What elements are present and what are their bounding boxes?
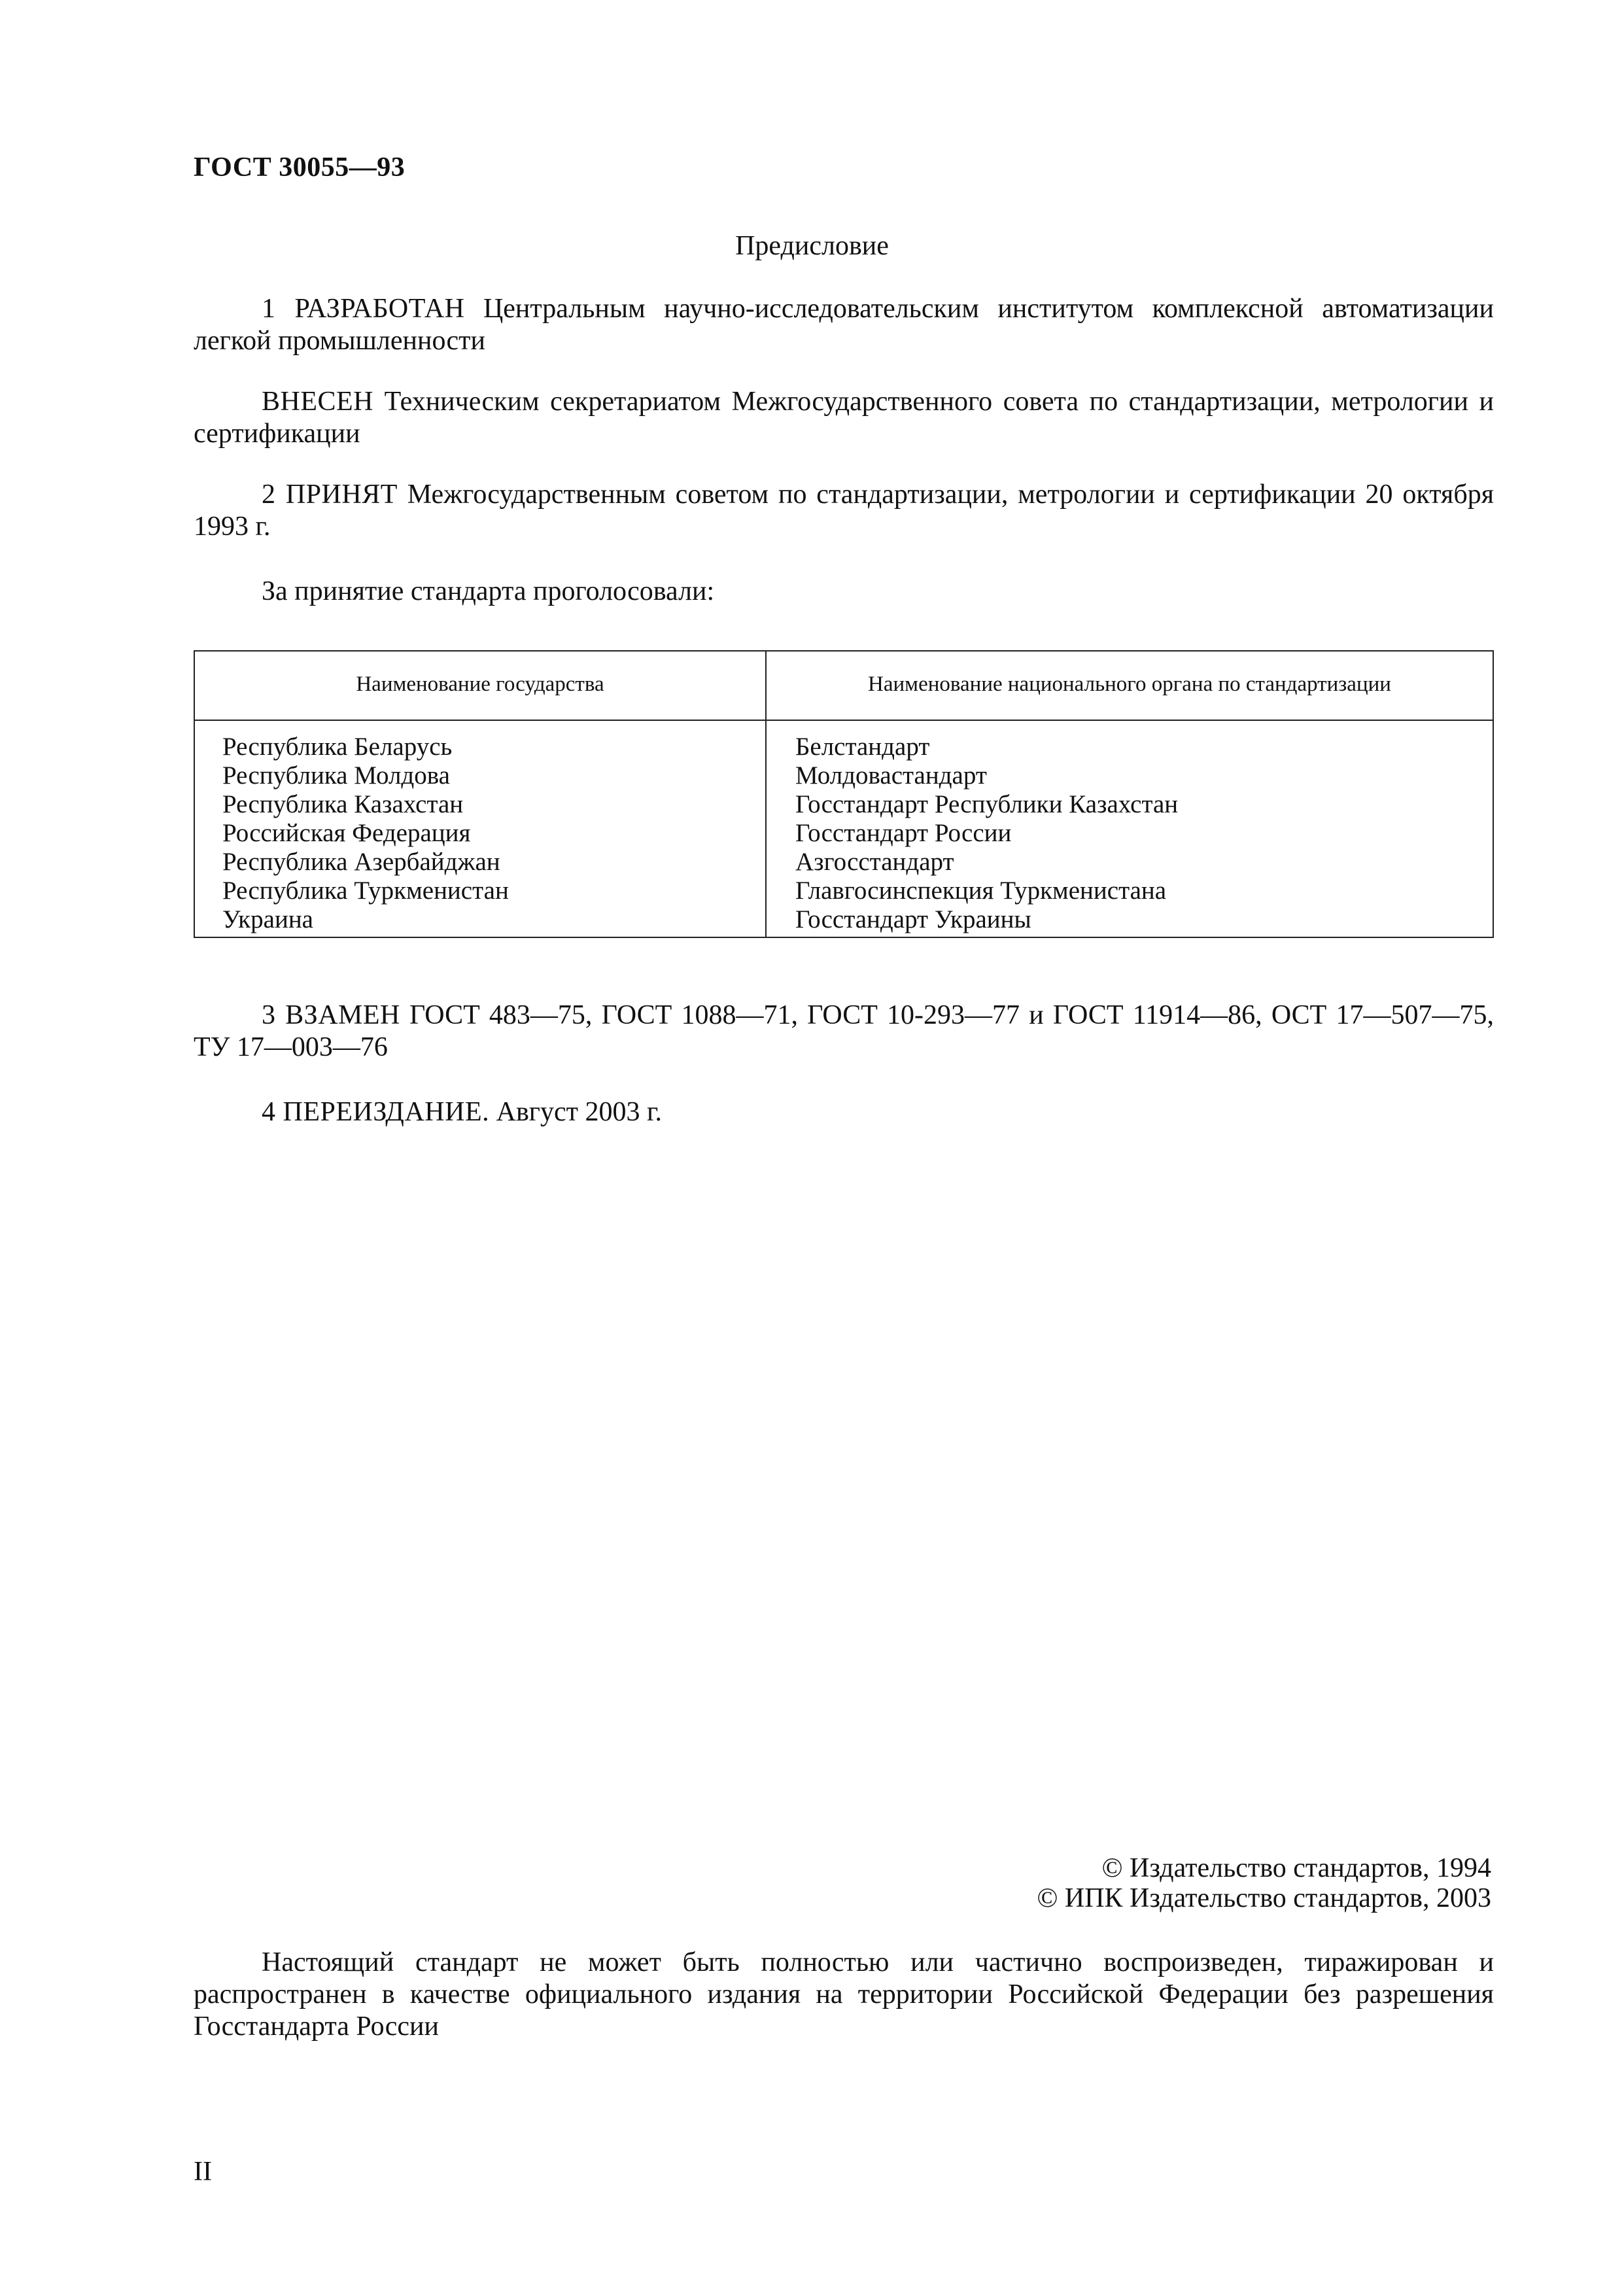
table-cell-state: Украина [222,905,313,933]
voted-intro-text: За принятие стандарта проголосовали: [262,576,715,606]
item-3-text: ГОСТ 483—75, ГОСТ 1088—71, ГОСТ 10-293—77 и ГОСТ 11914—86, ОСТ 17—507—75, ТУ 17—003—76 [194,1000,1494,1062]
standard-code-header: ГОСТ 30055—93 [194,152,406,183]
item-1-introduced [194,386,1494,450]
introduced-text: Техническим секретариатом Межгосударственного совета по стандартизации, метрологии и сертификации [194,387,1494,449]
item-4-lead: 4 ПЕРЕИЗДАНИЕ. [262,1097,490,1127]
table-column-states [222,733,509,934]
item-2-text: Межгосударственным советом по стандартизации, метрологии и сертификации 20 октября 1993 г. [194,479,1494,542]
preface-title: Предисловие [735,231,889,261]
copyright-1994: © Издательство стандартов, 1994 [1101,1853,1491,1883]
table-header-divider [195,720,1493,721]
table-cell-body: Белстандарт [795,733,930,761]
item-1-developed [194,293,1494,357]
page-number: II [194,2157,212,2187]
table-cell-state: Республика Казахстан [222,790,464,818]
item-1-lead: 1 РАЗРАБОТАН [262,294,465,324]
table-cell-body: Госстандарт Республики Казахстан [795,790,1179,818]
table-header-standards-body: Наименование национального органа по стандартизации [868,672,1391,696]
item-1-text: Центральным научно-исследовательским институтом комплексной автоматизации легкой промышленности [194,294,1494,356]
item-3-replaced [194,1000,1494,1064]
item-4-text: Август 2003 г. [496,1097,662,1127]
reproduction-notice [194,1947,1494,2043]
votes-table [194,650,1494,938]
table-cell-state: Республика Туркменистан [222,877,509,905]
table-cell-body: Госстандарт России [795,819,1012,847]
table-cell-body: Азгосстандарт [795,848,954,876]
table-cell-state: Республика Беларусь [222,733,453,761]
table-cell-body: Главгосинспекция Туркменистана [795,877,1167,905]
item-3-lead: 3 ВЗАМЕН [262,1000,400,1030]
voted-intro [194,576,1494,608]
item-2-adopted [194,479,1494,543]
table-cell-state: Российская Федерация [222,819,471,847]
table-header-state: Наименование государства [356,672,604,696]
reproduction-notice-text: Настоящий стандарт не может быть полностью или частично воспроизведен, тиражирован и распространен в качестве официального издания на территории Российской Федерации без разрешения Госстандарта России [194,1947,1494,2042]
copyright-2003: © ИПК Издательство стандартов, 2003 [1037,1883,1491,1913]
table-cell-body: Госстандарт Украины [795,905,1031,933]
table-cell-body: Молдовастандарт [795,761,987,790]
item-4-reissue [194,1096,1494,1128]
table-column-bodies [795,733,1178,934]
item-2-lead: 2 ПРИНЯТ [262,479,398,510]
table-cell-state: Республика Азербайджан [222,848,500,876]
introduced-lead: ВНЕСЕН [262,387,373,417]
table-cell-state: Республика Молдова [222,761,450,790]
